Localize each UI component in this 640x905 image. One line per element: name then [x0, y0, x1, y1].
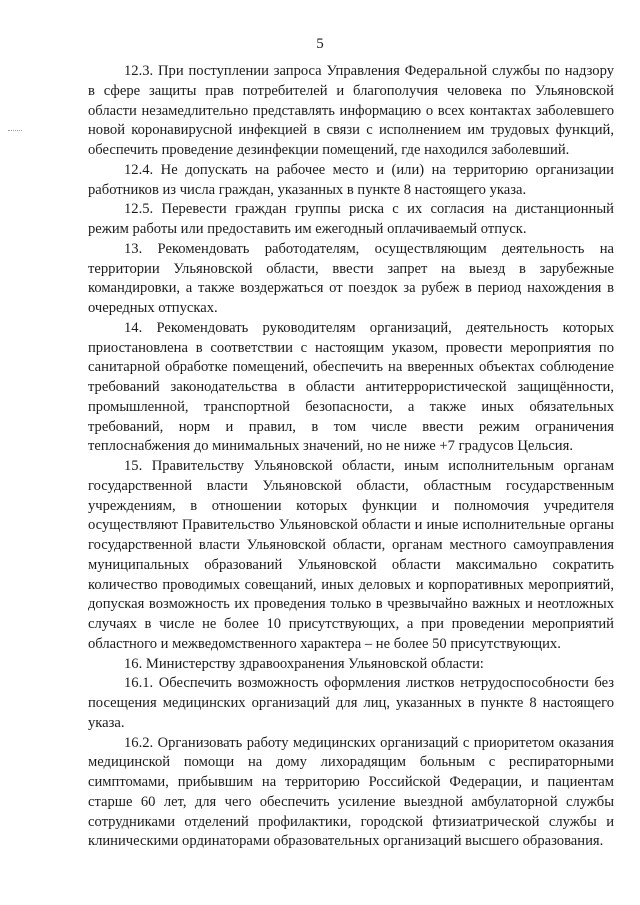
paragraph-14: 14. Рекомендовать руководителям организаций, деятельность которых приостановлена в соответствии с настоящим указом, провести мероприятия по санитарной обработке помещений, обеспечить на вверенных объектах соблюдение требований законодательства в области антитеррористической защищённости, промышленной, транспортной безопасности, а также иных обязательных требований, норм и правил, в том числе ввести режим ограничения теплоснабжения до минимальных значений, но не ниже +7 градусов Цельсия. [88, 319, 614, 455]
page-number: 5 [316, 36, 324, 52]
paragraph-12-4: 12.4. Не допускать на рабочее место и (или) на территорию организации работников из числа граждан, указанных в пункте 8 настоящего указа. [88, 161, 614, 198]
paragraph-12-5: 12.5. Перевести граждан группы риска с их согласия на дистанционный режим работы или предоставить им ежегодный оплачиваемый отпуск. [88, 201, 614, 237]
paragraph-16: 16. Министерству здравоохранения Ульяновской области: [124, 655, 484, 672]
paragraph-12-3: 12.3. При поступлении запроса Управления Федеральной службы по надзору в сфере защиты прав потребителей и благополучия человека по Ульяновской области незамедлительно представлять информацию о всех контактах заболевшего новой коронавирусной инфекцией в связи с исполнением им трудовых функций, обеспечить проведение дезинфекции помещений, где находился заболевший. [88, 63, 614, 158]
margin-mark [8, 130, 22, 133]
paragraph-15: 15. Правительству Ульяновской области, иным исполнительным органам государственной власти Ульяновской области, областным государственным учреждениям, в отношении которых функции и полномочия учредителя осуществляют Правительство Ульяновской области и иные исполнительные органы государственной власти Ульяновской области, органам местного самоуправления муниципальных образований Ульяновской области максимально сократить количество проводимых совещаний, иных деловых и корпоративных мероприятий, допуская возможность их проведения только в чрезвычайно важных и неотложных случаях в числе не более 10 присутствующих, а при проведении мероприятий областного и межведомственного характера – не более 50 присутствующих. [88, 458, 614, 652]
document-body [88, 62, 614, 852]
paragraph-16-1: 16.1. Обеспечить возможность оформления листков нетрудоспособности без посещения медицинских организаций для лиц, указанных в пункте 8 настоящего указа. [88, 675, 614, 731]
paragraph-13: 13. Рекомендовать работодателям, осуществляющим деятельность на территории Ульяновской области, ввести запрет на выезд в зарубежные командировки, а также воздержаться от поездок за рубеж в период нахождения в очередных отпусках. [88, 240, 614, 316]
paragraph-16-2: 16.2. Организовать работу медицинских организаций с приоритетом оказания медицинской помощи на дому лихорадящим больным с респираторными симптомами, прибывшим на территорию Российской Федерации, и пациентам старше 60 лет, для чего обеспечить усиление выездной амбулаторной службы сотрудниками отделений профилактики, городской фтизиатрической службы и клиническими ординаторами образовательных организаций высшего образования. [88, 734, 614, 850]
